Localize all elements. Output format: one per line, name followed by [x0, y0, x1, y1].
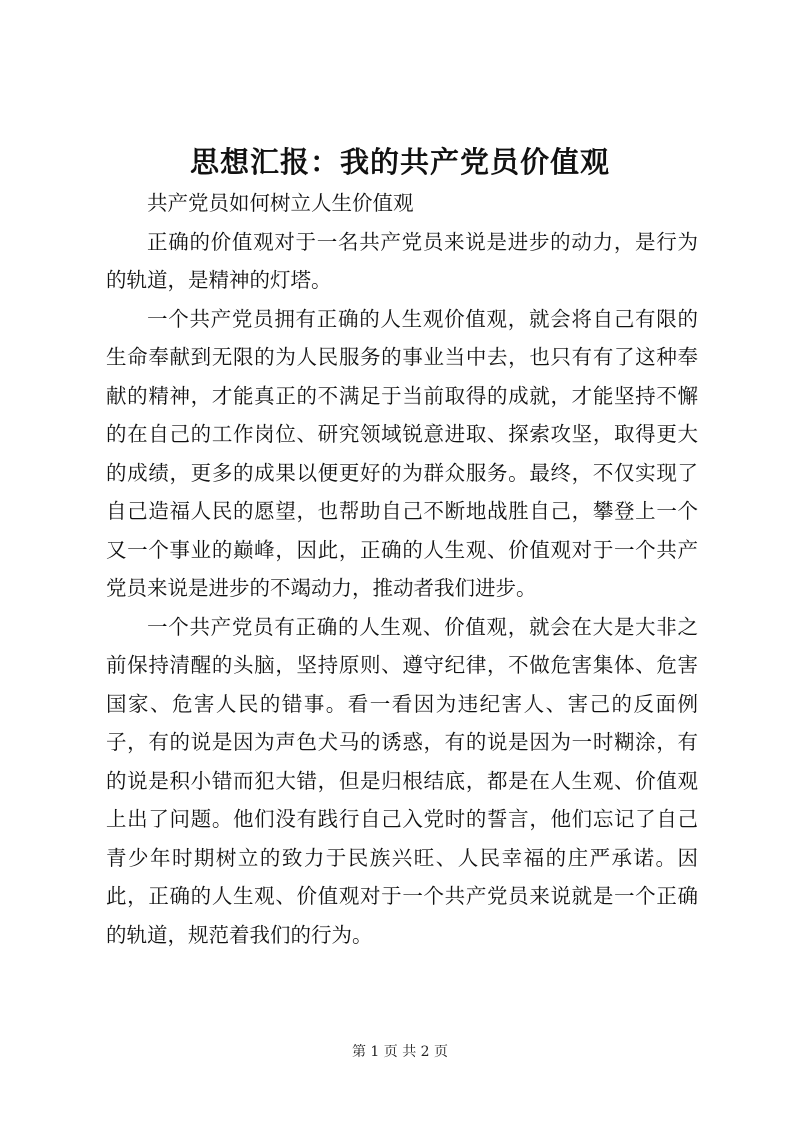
document-title: 思想汇报：我的共产党员价值观	[189, 145, 610, 179]
paragraph-1: 正确的价值观对于一名共产党员来说是进步的动力，是行为的轨道，是精神的灯塔。	[106, 229, 698, 292]
paragraph-subtitle: 共产党员如何树立人生价值观	[147, 191, 414, 215]
paragraph-2: 一个共产党员拥有正确的人生观价值观，就会将自己有限的生命奉献到无限的为人民服务的事业当中去，也只有有了这种奉献的精神，才能真正的不满足于当前取得的成就，才能坚持不懈的在自己的工作岗位、研究领域锐意进取、探索攻坚，取得更大的成绩，更多的成果以便更好的为群众服务。最终，不仅实现了自己造福人民的愿望，也帮助自己不断地战胜自己，攀登上一个又一个事业的巅峰，因此，正确的人生观、价值观对于一个共产党员来说是进步的不竭动力，推动者我们进步。	[106, 306, 698, 600]
document-body	[106, 184, 698, 954]
page-number-footer: 第 1 页 共 2 页	[351, 1044, 449, 1060]
paragraph-3: 一个共产党员有正确的人生观、价值观，就会在大是大非之前保持清醒的头脑，坚持原则、遵守纪律，不做危害集体、危害国家、危害人民的错事。看一看因为违纪害人、害己的反面例子，有的说是因为声色犬马的诱惑，有的说是因为一时糊涂，有的说是积小错而犯大错，但是归根结底，都是在人生观、价值观上出了问题。他们没有践行自己入党时的誓言，他们忘记了自己青少年时期树立的致力于民族兴旺、人民幸福的庄严承诺。因此，正确的人生观、价值观对于一个共产党员来说就是一个正确的轨道，规范着我们的行为。	[106, 614, 698, 947]
